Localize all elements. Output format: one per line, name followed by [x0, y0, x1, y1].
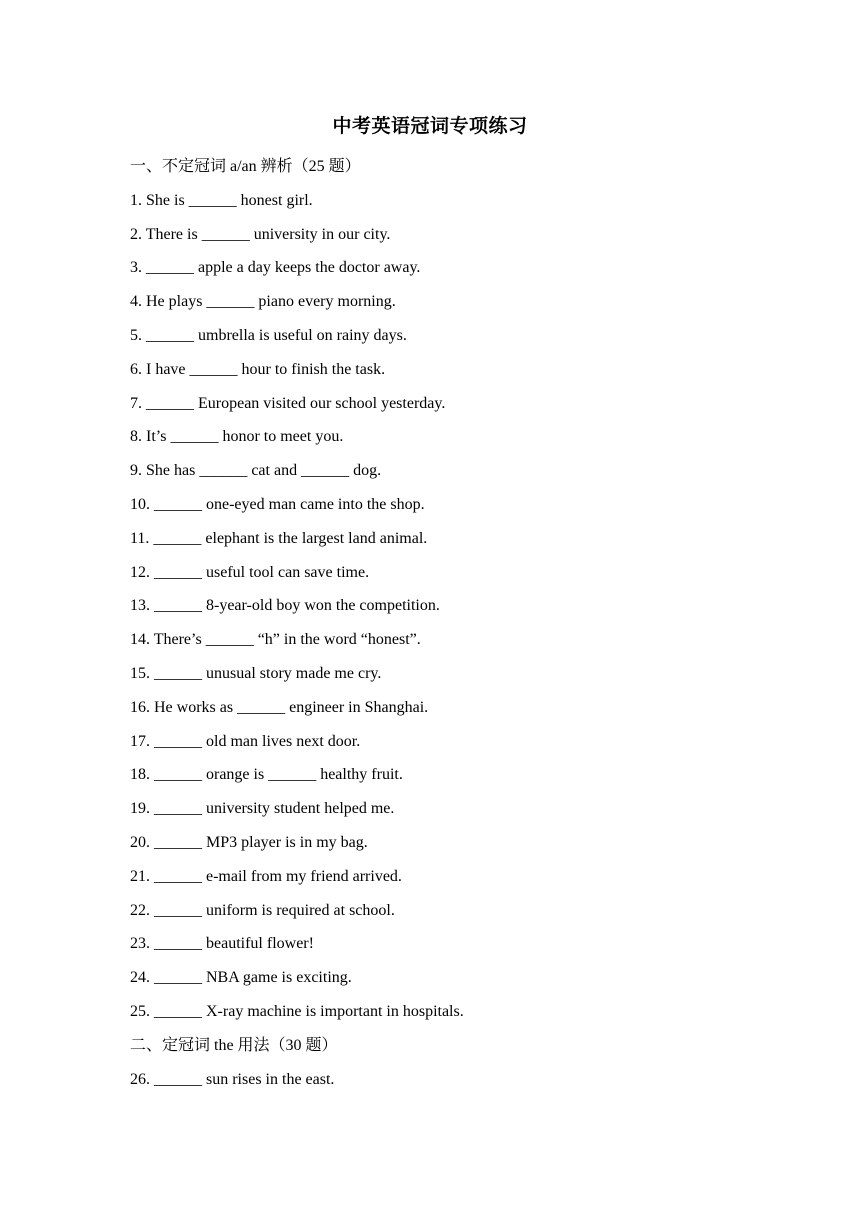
question-21: 21. ______ e-mail from my friend arrived.: [130, 867, 402, 885]
question-15: 15. ______ unusual story made me cry.: [130, 664, 382, 682]
question-5: 5. ______ umbrella is useful on rainy days.: [130, 326, 407, 344]
question-22: 22. ______ uniform is required at school.: [130, 901, 395, 919]
question-16: 16. He works as ______ engineer in Shanghai.: [130, 698, 429, 716]
question-14: 14. There’s ______ “h” in the word “honest”.: [130, 631, 421, 649]
question-11: 11. ______ elephant is the largest land animal.: [130, 529, 428, 547]
question-25: 25. ______ X-ray machine is important in hospitals.: [130, 1002, 464, 1020]
question-1: 1. She is ______ honest girl.: [130, 191, 313, 209]
question-18: 18. ______ orange is ______ healthy fruit.: [130, 766, 403, 784]
question-9: 9. She has ______ cat and ______ dog.: [130, 462, 382, 480]
section-heading-2: 二、定冠词 the 用法（30 题）: [130, 1036, 338, 1054]
question-17: 17. ______ old man lives next door.: [130, 732, 361, 750]
question-6: 6. I have ______ hour to finish the task.: [130, 360, 386, 378]
question-8: 8. It’s ______ honor to meet you.: [130, 428, 344, 446]
question-24: 24. ______ NBA game is exciting.: [130, 969, 352, 987]
exercise-list: [130, 152, 770, 1098]
question-12: 12. ______ useful tool can save time.: [130, 563, 370, 581]
question-13: 13. ______ 8-year-old boy won the competition.: [130, 597, 440, 615]
question-10: 10. ______ one-eyed man came into the shop.: [130, 495, 425, 513]
question-26: 26. ______ sun rises in the east.: [130, 1070, 335, 1088]
question-4: 4. He plays ______ piano every morning.: [130, 293, 396, 311]
question-19: 19. ______ university student helped me.: [130, 800, 395, 818]
question-3: 3. ______ apple a day keeps the doctor away.: [130, 259, 421, 277]
page-title: 中考英语冠词专项练习: [332, 116, 528, 137]
question-2: 2. There is ______ university in our city.: [130, 225, 391, 243]
question-20: 20. ______ MP3 player is in my bag.: [130, 833, 368, 851]
question-23: 23. ______ beautiful flower!: [130, 935, 314, 953]
question-7: 7. ______ European visited our school yesterday.: [130, 394, 446, 412]
section-heading-1: 一、不定冠词 a/an 辨析（25 题）: [130, 158, 361, 175]
